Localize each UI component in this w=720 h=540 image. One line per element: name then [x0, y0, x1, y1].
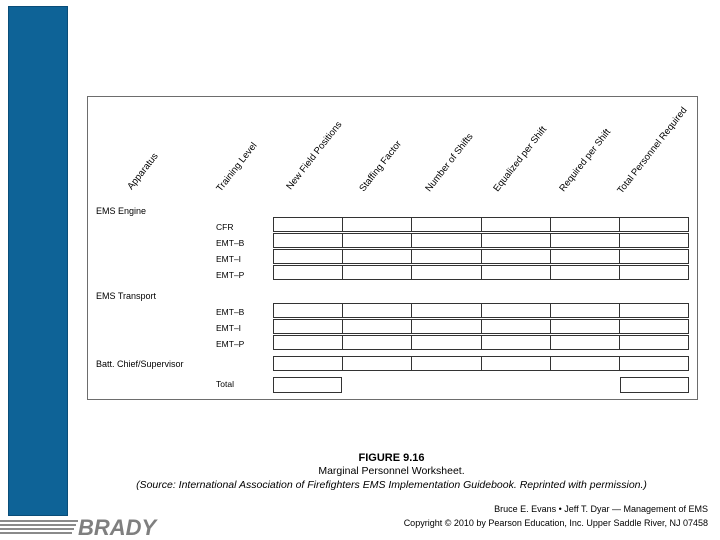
worksheet-cell	[481, 304, 550, 317]
column-header-equalized-per-shift: Equalized per Shift	[491, 124, 550, 194]
brady-logo	[0, 512, 170, 538]
row-label-total: Total	[216, 379, 234, 389]
row-label-transport-emt-p: EMT–P	[216, 339, 245, 349]
worksheet-cell	[619, 266, 688, 279]
worksheet-cell	[342, 218, 411, 231]
worksheet-cell	[411, 304, 480, 317]
worksheet-row-transport-emt-b	[273, 303, 689, 318]
worksheet-cell	[619, 234, 688, 247]
worksheet-cell	[550, 234, 619, 247]
worksheet-cell	[550, 218, 619, 231]
worksheet-cell	[550, 250, 619, 263]
worksheet-cell	[342, 320, 411, 333]
worksheet-cell	[411, 336, 480, 349]
worksheet-cell	[550, 266, 619, 279]
worksheet-cell	[342, 304, 411, 317]
figure-title: Marginal Personnel Worksheet.	[318, 465, 465, 477]
worksheet-cell	[274, 234, 342, 247]
worksheet-cell	[481, 266, 550, 279]
worksheet-cell	[411, 357, 480, 370]
worksheet-cell	[411, 266, 480, 279]
column-header-total-personnel-required: Total Personnel Required	[615, 105, 690, 196]
total-box-total-personnel	[620, 377, 689, 393]
worksheet-cell	[342, 250, 411, 263]
column-header-required-per-shift: Required per Shift	[557, 126, 614, 194]
section-label-batt-chief: Batt. Chief/Supervisor	[96, 359, 184, 369]
row-label-engine-emt-i: EMT–I	[216, 254, 242, 264]
worksheet-cell	[274, 336, 342, 349]
row-label-engine-cfr: CFR	[216, 222, 234, 232]
worksheet-cell	[342, 357, 411, 370]
worksheet-cell	[411, 320, 480, 333]
worksheet-cell	[619, 250, 688, 263]
figure-source: (Source: International Association of Firefighters EMS Implementation Guidebook. Reprinted with permission.)	[136, 479, 647, 491]
worksheet-cell	[619, 218, 688, 231]
worksheet-row-transport-emt-p	[273, 335, 689, 350]
column-header-apparatus: Apparatus	[125, 151, 161, 192]
worksheet-cell	[274, 304, 342, 317]
worksheet-cell	[481, 218, 550, 231]
worksheet-cell	[619, 336, 688, 349]
worksheet-cell	[481, 320, 550, 333]
worksheet-cell	[619, 304, 688, 317]
worksheet-figure	[87, 96, 698, 400]
worksheet-cell	[550, 320, 619, 333]
worksheet-cell	[274, 357, 342, 370]
row-label-transport-emt-b: EMT–B	[216, 307, 245, 317]
figure-number: FIGURE 9.16	[358, 452, 425, 464]
worksheet-row-engine-emt-i	[273, 249, 689, 264]
worksheet-cell	[342, 336, 411, 349]
worksheet-cell	[550, 336, 619, 349]
worksheet-row-batt-chief	[273, 356, 689, 371]
column-header-number-of-shifts: Number of Shifts	[423, 131, 476, 194]
worksheet-cell	[550, 304, 619, 317]
footer-author-line: Bruce E. Evans • Jeff T. Dyar — Management of EMS	[494, 504, 708, 514]
worksheet-cell	[274, 320, 342, 333]
worksheet-cell	[342, 234, 411, 247]
section-label-ems-transport: EMS Transport	[96, 291, 157, 301]
worksheet-cell	[481, 336, 550, 349]
worksheet-cell	[481, 357, 550, 370]
worksheet-cell	[411, 250, 480, 263]
worksheet-row-engine-emt-b	[273, 233, 689, 248]
worksheet-cell	[481, 234, 550, 247]
worksheet-cell	[274, 266, 342, 279]
column-header-staffing-factor: Staffing Factor	[357, 138, 404, 194]
worksheet-row-engine-cfr	[273, 217, 689, 232]
sidebar-accent-bar	[8, 6, 68, 516]
row-label-engine-emt-b: EMT–B	[216, 238, 245, 248]
section-label-ems-engine: EMS Engine	[96, 206, 147, 216]
row-label-transport-emt-i: EMT–I	[216, 323, 242, 333]
brady-logo-stripes	[0, 520, 78, 534]
column-header-training-level: Training Level	[214, 140, 260, 194]
worksheet-cell	[411, 218, 480, 231]
worksheet-cell	[481, 250, 550, 263]
column-header-new-field-positions: New Field Positions	[284, 119, 345, 192]
worksheet-cell	[274, 250, 342, 263]
worksheet-cell	[550, 357, 619, 370]
worksheet-cell	[274, 218, 342, 231]
worksheet-cell	[619, 357, 688, 370]
worksheet-cell	[342, 266, 411, 279]
footer-copyright-line: Copyright © 2010 by Pearson Education, Inc. Upper Saddle River, NJ 07458	[403, 518, 708, 528]
worksheet-cell	[411, 234, 480, 247]
total-box-new-field-positions	[273, 377, 342, 393]
worksheet-cell	[619, 320, 688, 333]
figure-caption	[87, 452, 696, 492]
worksheet-row-engine-emt-p	[273, 265, 689, 280]
brady-logo-text: BRADY	[78, 515, 157, 538]
worksheet-row-transport-emt-i	[273, 319, 689, 334]
row-label-engine-emt-p: EMT–P	[216, 270, 245, 280]
